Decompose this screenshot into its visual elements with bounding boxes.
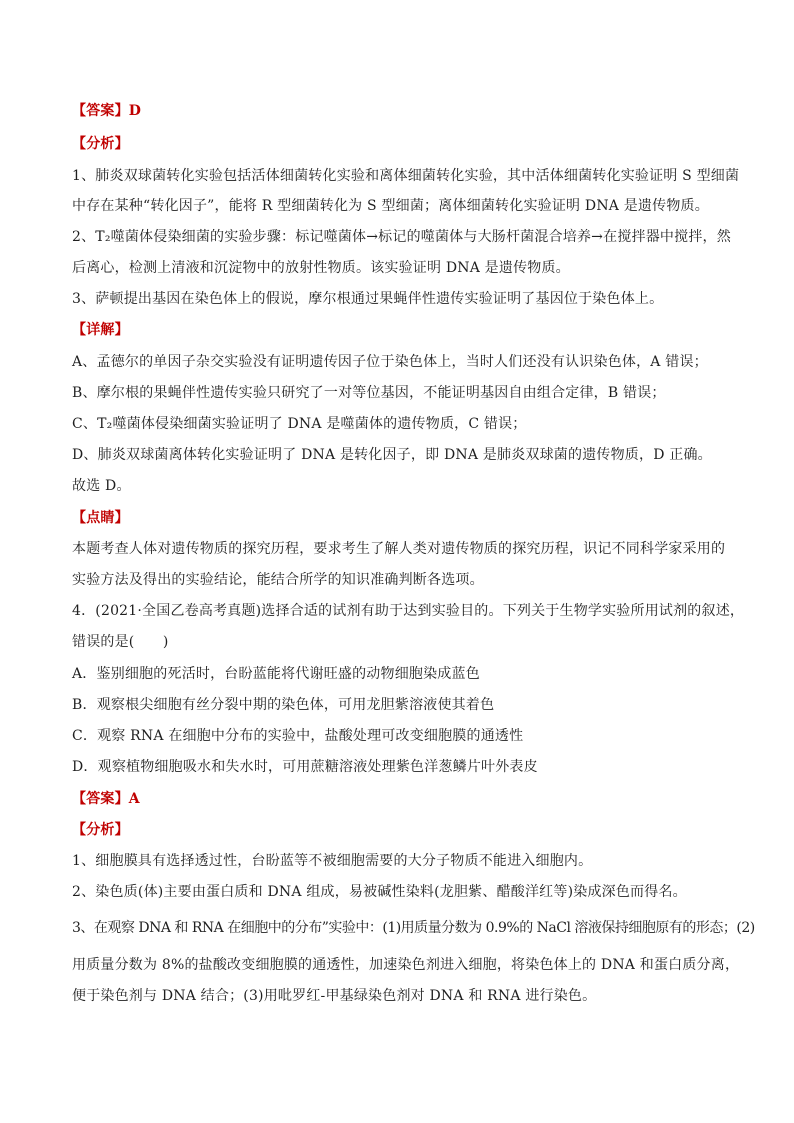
detail-line: A、孟德尔的单因子杂交实验没有证明遗传因子位于染色体上，当时人们还没有认识染色体，A 错误； <box>72 354 708 370</box>
detail-line: B、摩尔根的果蝇伴性遗传实验只研究了一对等位基因，不能证明基因自由组合定律，B 错误； <box>72 385 666 401</box>
tips-heading: 【点睛】 <box>72 510 129 526</box>
analysis-line: 用质量分数为 8%的盐酸改变细胞膜的通透性，加速染色剂进入细胞，将染色体上的 DNA 和蛋白质分离， <box>72 957 740 973</box>
question-stem: 4．(2021·全国乙卷高考真题)选择合适的试剂有助于达到实验目的。下列关于生物学实验所用试剂的叙述， <box>72 603 745 619</box>
analysis-line: 2、T₂噬菌体侵染细菌的实验步骤：标记噬菌体→标记的噬菌体与大肠杆菌混合培养→在搅拌器中搅拌，然 <box>72 229 731 245</box>
tips-line: 本题考查人体对遗传物质的探究历程，要求考生了解人类对遗传物质的探究历程，识记不同科学家采用的 <box>72 541 726 557</box>
option-d: D．观察植物细胞吸水和失水时，可用蔗糖溶液处理紫色洋葱鳞片叶外表皮 <box>72 759 538 775</box>
analysis-heading: 【分析】 <box>72 136 129 152</box>
conclusion-line: 故选 D。 <box>72 478 131 494</box>
analysis-line: 1、细胞膜具有选择透过性，台盼蓝等不被细胞需要的大分子物质不能进入细胞内。 <box>72 853 593 869</box>
detail-line: D、肺炎双球菌离体转化实验证明了 DNA 是转化因子，即 DNA 是肺炎双球菌的遗传物质，D 正确。 <box>72 447 712 463</box>
analysis-line: 便于染色剂与 DNA 结合；(3)用吡罗红-甲基绿染色剂对 DNA 和 RNA 进行染色。 <box>72 988 597 1004</box>
analysis-heading: 【分析】 <box>72 822 129 838</box>
detail-line: C、T₂噬菌体侵染细菌实验证明了 DNA 是噬菌体的遗传物质，C 错误； <box>72 416 527 432</box>
analysis-line: 3、在观察 DNA 和 RNA 在细胞中的分布”实验中：(1)用质量分数为 0.9%的 NaCl 溶液保持细胞原有的形态；(2) <box>72 920 755 936</box>
answer-heading: 【答案】A <box>72 791 140 807</box>
option-a: A．鉴别细胞的死活时，台盼蓝能将代谢旺盛的动物细胞染成蓝色 <box>72 666 480 682</box>
analysis-line: 中存在某种“转化因子”，能将 R 型细菌转化为 S 型细菌；离体细菌转化实验证明 DNA 是遗传物质。 <box>72 198 709 214</box>
analysis-line: 1、肺炎双球菌转化实验包括活体细菌转化实验和离体细菌转化实验，其中活体细菌转化实验证明 S 型细菌 <box>72 168 740 184</box>
option-c: C．观察 RNA 在细胞中分布的实验中，盐酸处理可改变细胞膜的通透性 <box>72 728 524 744</box>
answer-heading: 【答案】D <box>72 103 142 119</box>
option-b: B．观察根尖细胞有丝分裂中期的染色体，可用龙胆紫溶液使其着色 <box>72 697 495 713</box>
analysis-line: 后离心，检测上清液和沉淀物中的放射性物质。该实验证明 DNA 是遗传物质。 <box>72 260 570 276</box>
question-stem: 错误的是( ) <box>72 634 169 650</box>
analysis-line: 2、染色质(体)主要由蛋白质和 DNA 组成，易被碱性染料(龙胆紫、醋酸洋红等)染成深色而得名。 <box>72 884 687 900</box>
detail-heading: 【详解】 <box>72 322 129 338</box>
analysis-line: 3、萨顿提出基因在染色体上的假说，摩尔根通过果蝇伴性遗传实验证明了基因位于染色体上。 <box>72 291 664 307</box>
tips-line: 实验方法及得出的实验结论，能结合所学的知识准确判断各选项。 <box>72 572 484 588</box>
